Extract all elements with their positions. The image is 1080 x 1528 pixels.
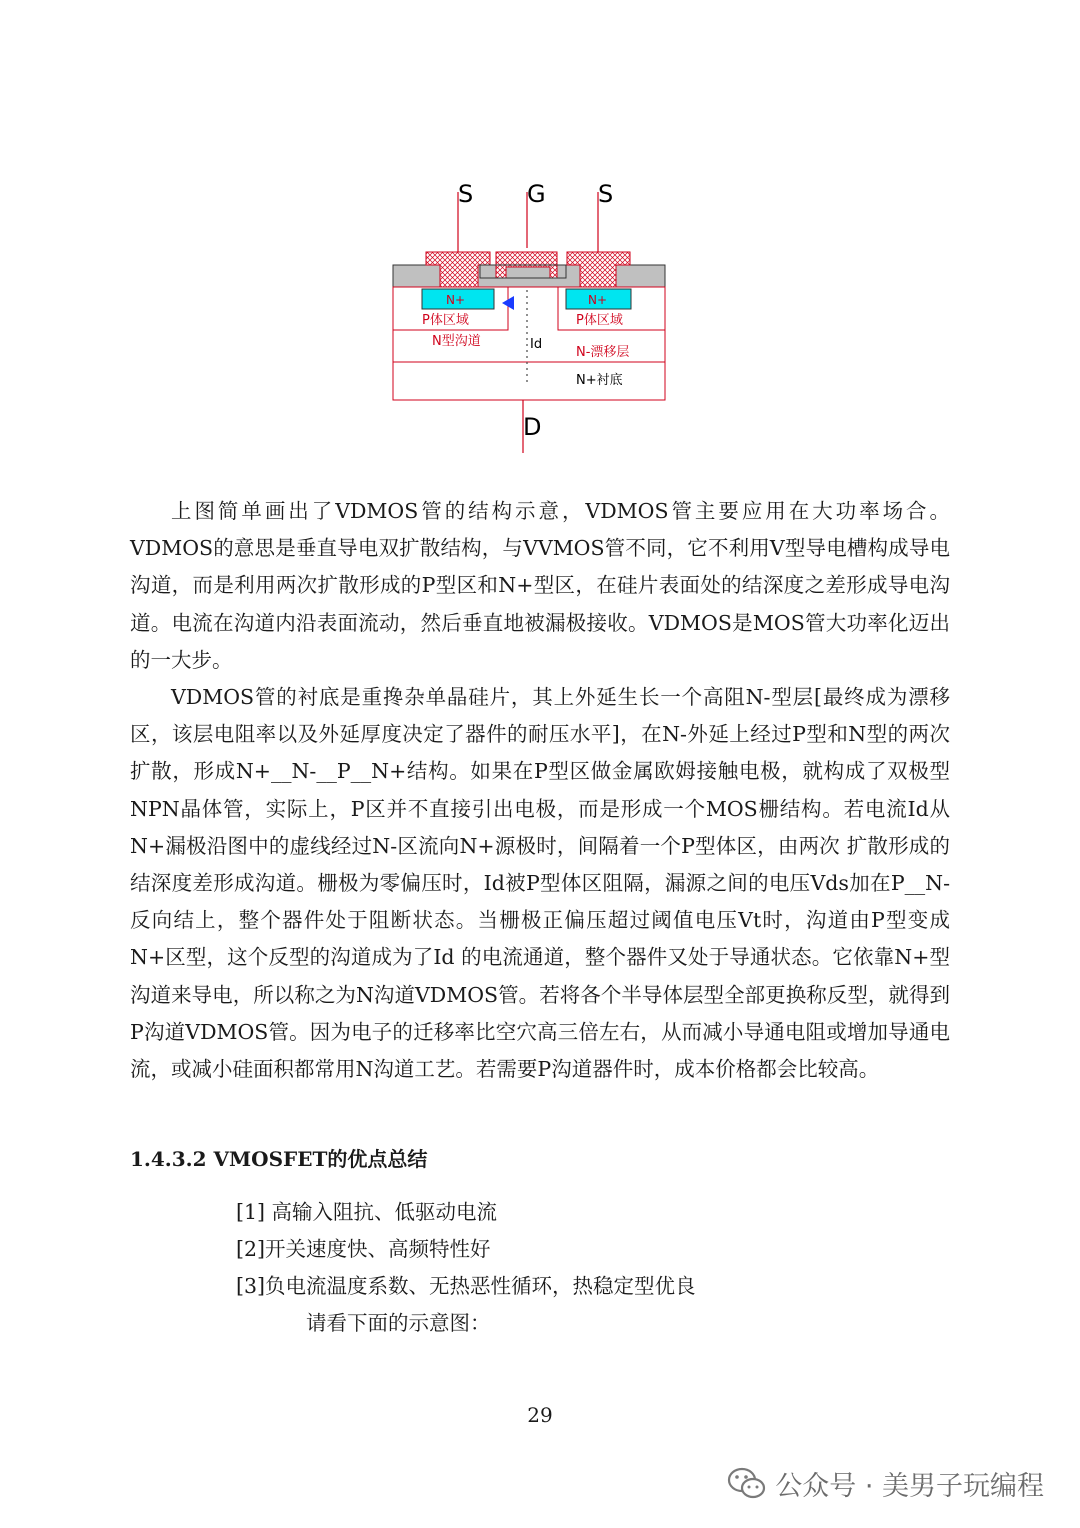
paragraph-intro: 上图简单画出了VDMOS管的结构示意，VDMOS管主要应用在大功率场合。VDMOS的意思是垂直导电双扩散结构，与VVMOS管不同，它不利用V型导电槽构成导电沟道，而是利用两次扩散形成的P型区和N+型区，在硅片表面处的结深度之差形成导电沟道。电流在沟道内沿表面流动，然后垂直地被漏极接收。VDMOS是MOS管大功率化迈出的一大步。 (130, 499, 950, 672)
see-below-text: 请看下面的示意图： (306, 1311, 491, 1335)
n-channel-label: N型沟道 (432, 334, 481, 349)
paragraph-structure: VDMOS管的衬底是重搀杂单晶硅片，其上外延生长一个高阻N-型层[最终成为漂移区，该层电阻率以及外延厚度决定了器件的耐压水平]，在N-外延上经过P型和N型的两次扩散，形成N+__N-__P__N+结构。如果在P型区做金属欧姆接触电极，就构成了双极型NPN晶体管，实际上，P区并不直接引出电极，而是形成一个MOS栅结构。若电流Id从N+漏极沿图中的虚线经过N-区流向N+源极时，间隔着一个P型体区，由两次 扩散形成的结深度差形成沟道。栅极为零偏压时，Id被P型体区阻隔，漏源之间的电压Vds加在P__N-反向结上，整个器件处于阻断状态。当栅极正偏压超过阈值电压Vt时，沟道由P型变成N+区型，这个反型的沟道成为了Id 的电流通道，整个器件又处于导通状态。它依靠N+型沟道来导电，所以称之为N沟道VDMOS管。若将各个半导体层型全部更换称反型，就得到P沟道VDMOS管。因为电子的迁移率比空穴高三倍左右，从而减小导通电阻或增加导通电流，或减小硅面积都常用N沟道工艺。若需要P沟道器件时，成本价格都会比较高。 (130, 685, 950, 1082)
p-body-right-label: P体区域 (576, 313, 623, 328)
vdmos-structure-diagram (380, 170, 680, 460)
section-heading: 1.4.3.2 VMOSFET的优点总结 (130, 1147, 428, 1171)
page-number: 29 (527, 1403, 553, 1427)
terminal-s-right: S (598, 180, 614, 208)
n-drift-label: N-漂移层 (576, 345, 630, 360)
oxide-layer (393, 265, 665, 287)
terminal-s-left: S (458, 180, 474, 208)
watermark (727, 1464, 1044, 1503)
n-substrate-label: N+衬底 (576, 373, 623, 388)
terminal-d: D (523, 413, 542, 441)
p-body-left-label: P体区域 (422, 313, 469, 328)
advantage-item: [2]开关速度快、高频特性好 (236, 1237, 491, 1261)
n-plus-right-label: N+ (588, 293, 608, 307)
watermark-text: 公众号 · 美男子玩编程 (775, 1471, 1044, 1502)
wechat-icon (727, 1467, 767, 1501)
terminal-g: G (527, 180, 546, 208)
n-plus-left-label: N+ (446, 293, 466, 307)
advantage-item: [3]负电流温度系数、无热恶性循环，热稳定型优良 (236, 1274, 696, 1298)
id-label: Id (530, 337, 543, 352)
advantage-item: [1] 高输入阻抗、低驱动电流 (236, 1200, 498, 1224)
